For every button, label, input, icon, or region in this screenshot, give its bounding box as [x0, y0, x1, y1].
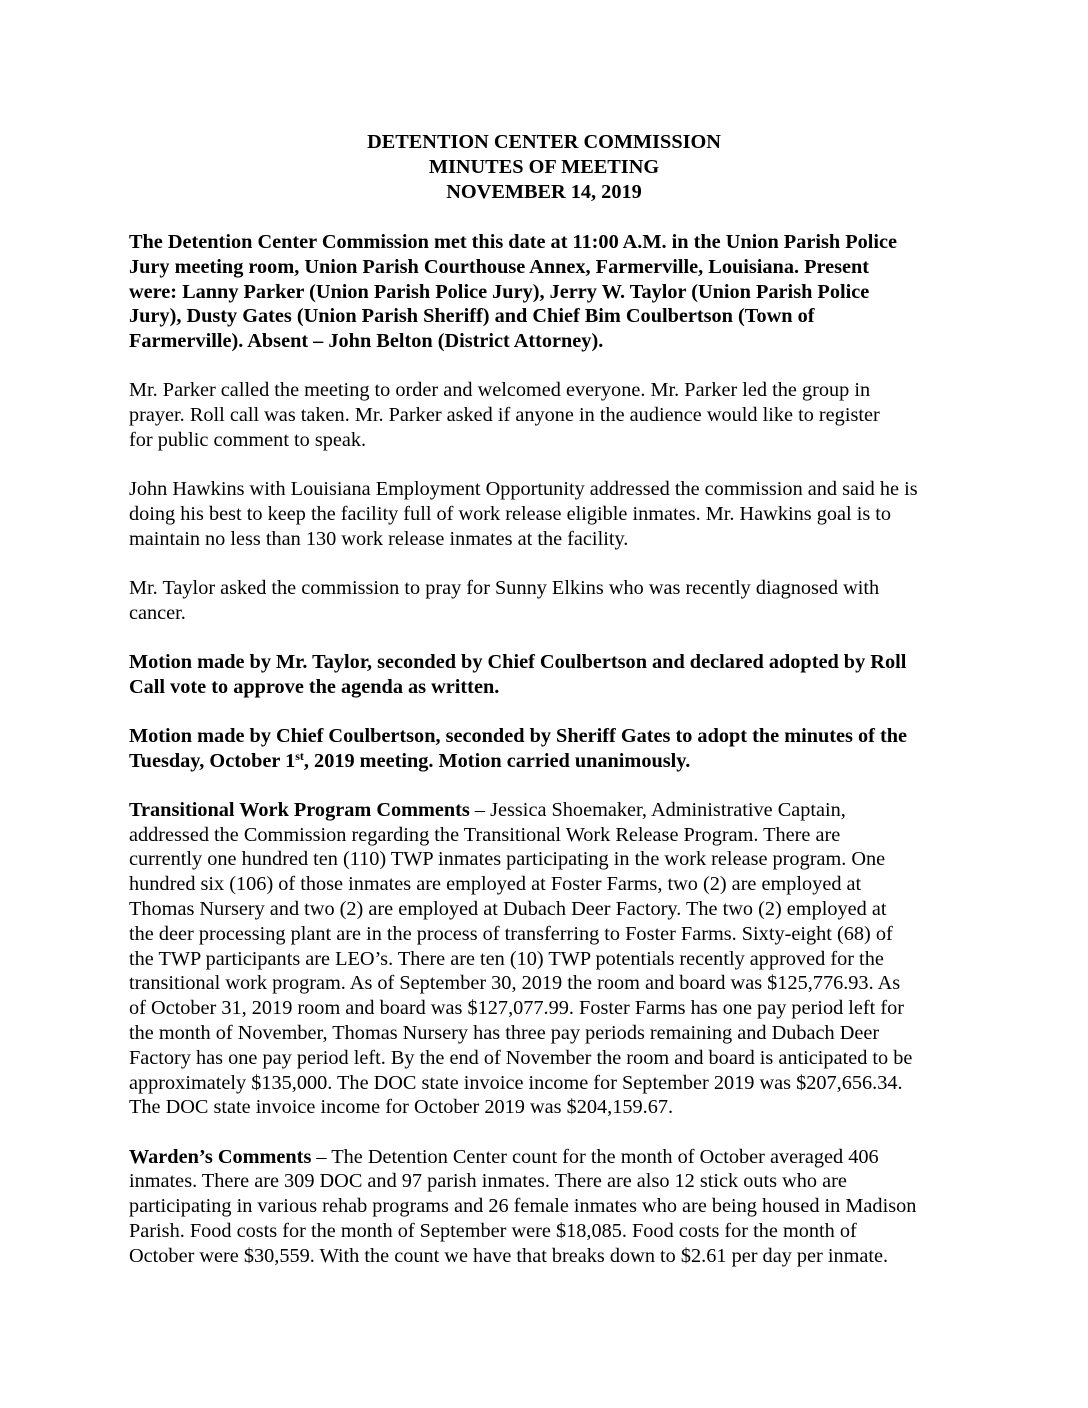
- paragraph-line: cancer.: [129, 601, 186, 624]
- section-heading: Transitional Work Program Comments: [129, 798, 470, 821]
- paragraph-line: participating in various rehab programs and 26 female inmates who are being housed in Madison: [129, 1195, 917, 1218]
- paragraph-line: doing his best to keep the facility full of work release eligible inmates. Mr. Hawkins goal is to: [129, 502, 892, 525]
- section-transitional-work-program: [129, 798, 963, 1120]
- header-title-line-1: DETENTION CENTER COMMISSION: [367, 131, 721, 153]
- paragraph-call-to-order: [129, 378, 963, 452]
- header-title-line-2: MINUTES OF MEETING: [428, 155, 660, 178]
- paragraph-line: Call vote to approve the agenda as written.: [129, 675, 500, 698]
- section-wardens-comments: [129, 1145, 963, 1269]
- paragraph-line: Mr. Parker called the meeting to order and welcomed everyone. Mr. Parker led the group in: [129, 379, 871, 402]
- paragraph-line: Factory has one pay period left. By the end of November the room and board is anticipated to be: [129, 1046, 913, 1069]
- paragraph-line: Motion made by Mr. Taylor, seconded by Chief Coulbertson and declared adopted by Roll: [129, 650, 907, 673]
- section-heading: Warden’s Comments: [129, 1145, 312, 1168]
- header-title-line-3: NOVEMBER 14, 2019: [446, 180, 642, 203]
- paragraph-line: [129, 749, 963, 774]
- paragraph-line: Jury), Dusty Gates (Union Parish Sheriff) and Chief Bim Coulbertson (Town of: [129, 305, 815, 328]
- paragraph-motion-agenda: [129, 650, 963, 700]
- paragraph-line: the month of November, Thomas Nursery has three pay periods remaining and Dubach Deer: [129, 1022, 880, 1045]
- paragraph-line: [129, 1145, 963, 1170]
- paragraph-line: the TWP participants are LEO’s. There are ten (10) TWP potentials recently approved for the: [129, 947, 884, 970]
- paragraph-line: the deer processing plant are in the process of transferring to Foster Farms. Sixty-eight (68) of: [129, 922, 893, 945]
- paragraph-line: currently one hundred ten (110) TWP inmates participating in the work release program. One: [129, 848, 886, 871]
- paragraph-line: addressed the Commission regarding the Transitional Work Release Program. There are: [129, 823, 841, 846]
- section-intro-text: – The Detention Center count for the month of October averaged 406: [311, 1145, 879, 1168]
- document-header: [0, 130, 1088, 204]
- paragraph-line: hundred six (106) of those inmates are employed at Foster Farms, two (2) are employed at: [129, 873, 862, 896]
- paragraph-line: of October 31, 2019 room and board was $127,077.99. Foster Farms has one pay period left for: [129, 997, 905, 1020]
- paragraph-public-comment: [129, 477, 963, 551]
- paragraph-line: John Hawkins with Louisiana Employment Opportunity addressed the commission and said he is: [129, 478, 918, 501]
- paragraph-line: prayer. Roll call was taken. Mr. Parker asked if anyone in the audience would like to register: [129, 404, 880, 427]
- paragraph-line: Mr. Taylor asked the commission to pray for Sunny Elkins who was recently diagnosed with: [129, 576, 880, 599]
- ordinal-suffix: st: [295, 748, 304, 763]
- paragraph-line: transitional work program. As of September 30, 2019 the room and board was $125,776.93. As: [129, 972, 901, 995]
- paragraph-line: Farmerville). Absent – John Belton (District Attorney).: [129, 330, 604, 353]
- paragraph-line: [129, 798, 963, 823]
- paragraph-prayer-request: [129, 576, 963, 626]
- section-intro-text: – Jessica Shoemaker, Administrative Captain,: [469, 798, 846, 821]
- paragraph-line: Thomas Nursery and two (2) are employed at Dubach Deer Factory. The two (2) employed at: [129, 898, 887, 921]
- paragraph-line: Parish. Food costs for the month of September were $18,085. Food costs for the month of: [129, 1220, 857, 1243]
- paragraph-line: The DOC state invoice income for October 2019 was $204,159.67.: [129, 1096, 674, 1119]
- paragraph-line: were: Lanny Parker (Union Parish Police Jury), Jerry W. Taylor (Union Parish Police: [129, 280, 870, 303]
- paragraph-motion-minutes: [129, 724, 963, 774]
- document-body: [129, 230, 963, 1293]
- paragraph-line: Jury meeting room, Union Parish Courthouse Annex, Farmerville, Louisiana. Present: [129, 255, 870, 278]
- paragraph-line: for public comment to speak.: [129, 428, 367, 451]
- paragraph-line: October were $30,559. With the count we have that breaks down to $2.61 per day per inmate.: [129, 1244, 889, 1267]
- paragraph-line: Motion made by Chief Coulbertson, seconded by Sheriff Gates to adopt the minutes of the: [129, 724, 908, 747]
- paragraph-line: approximately $135,000. The DOC state invoice income for September 2019 was $207,656.34.: [129, 1071, 903, 1094]
- paragraph-line: inmates. There are 309 DOC and 97 parish inmates. There are also 12 stick outs who are: [129, 1170, 847, 1193]
- paragraph-line: maintain no less than 130 work release inmates at the facility.: [129, 527, 629, 550]
- date-text: Tuesday, October 1: [129, 749, 296, 772]
- date-text-rest: , 2019 meeting. Motion carried unanimously.: [303, 749, 691, 772]
- paragraph-attendance: [129, 230, 963, 354]
- paragraph-line: The Detention Center Commission met this date at 11:00 A.M. in the Union Parish Police: [129, 231, 898, 253]
